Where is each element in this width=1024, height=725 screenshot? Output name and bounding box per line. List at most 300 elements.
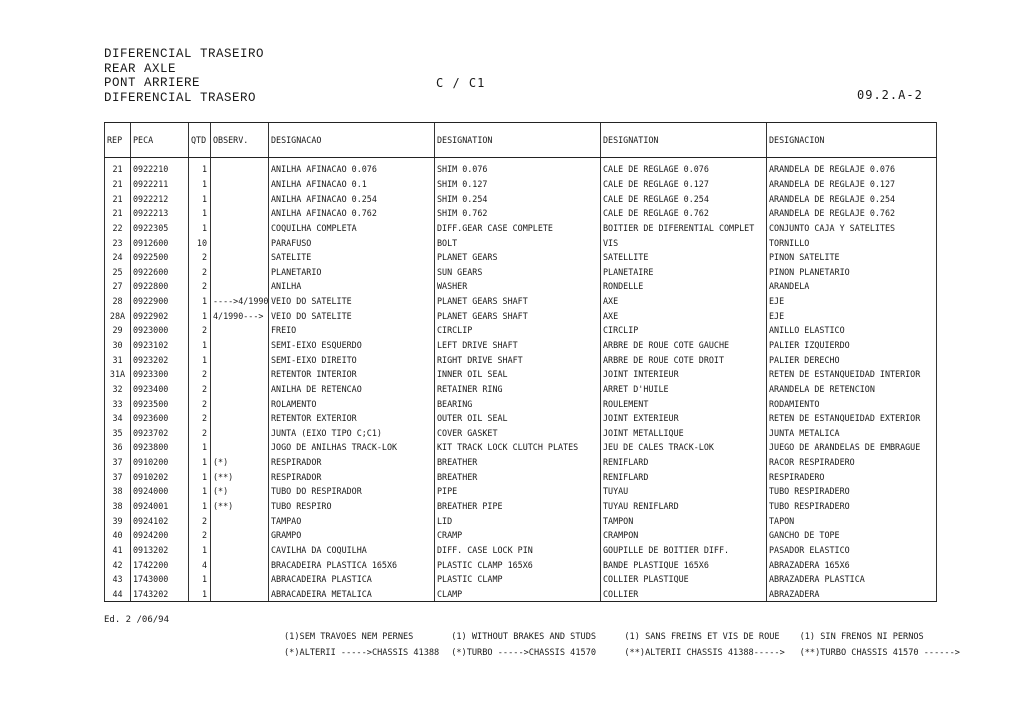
designation-es-cell: ABRAZADERA [767,587,937,602]
quantity-cell: 2 [189,323,211,338]
designation-pt-cell: ABRACADEIRA METALICA [269,587,435,602]
quantity-cell: 1 [189,455,211,470]
quantity-cell: 2 [189,411,211,426]
designation-fr-cell: PLANETAIRE [601,264,767,279]
table-row [105,308,937,323]
designation-es-cell: ABRAZADERA PLASTICA [767,572,937,587]
designation-es-cell: ARANDELA DE RETENCION [767,382,937,397]
quantity-cell: 10 [189,235,211,250]
table-row [105,279,937,294]
designation-fr-cell: CRAMPON [601,528,767,543]
designation-es-cell: ARANDELA DE REGLAJE 0.762 [767,206,937,221]
designation-pt-cell: BRACADEIRA PLASTICA 165X6 [269,557,435,572]
designation-pt-cell: SATELITE [269,250,435,265]
title-portuguese: DIFERENCIAL TRASEIRO [104,47,265,61]
designation-fr-cell: AXE [601,308,767,323]
quantity-cell: 1 [189,352,211,367]
designation-fr-cell: SATELLITE [601,250,767,265]
designation-es-cell: CONJUNTO CAJA Y SATELITES [767,221,937,236]
designation-fr-cell: JOINT METALLIQUE [601,426,767,441]
table-row [105,469,937,484]
designation-es-cell: PALIER IZQUIERDO [767,338,937,353]
part-number-cell: 0922210 [131,158,189,177]
designation-pt-cell: ANILHA AFINACAO 0.762 [269,206,435,221]
designation-pt-cell: TAMPAO [269,513,435,528]
footnotes [284,629,960,661]
quantity-cell: 2 [189,528,211,543]
col-header-designation-fr: DESIGNATION [601,123,767,158]
table-header-row [105,123,937,158]
designation-fr-cell: BOITIER DE DIFERENTIAL COMPLET [601,221,767,236]
designation-en-cell: SHIM 0.254 [435,191,601,206]
designation-en-cell: PLANET GEARS SHAFT [435,308,601,323]
rep-cell: 21 [105,191,131,206]
observation-cell [211,221,269,236]
table-row [105,177,937,192]
table-row [105,572,937,587]
quantity-cell: 1 [189,308,211,323]
table-row [105,587,937,602]
designation-fr-cell: CALE DE REGLAGE 0.127 [601,177,767,192]
rep-cell: 31 [105,352,131,367]
designation-en-cell: BREATHER [435,455,601,470]
designation-pt-cell: ANILHA AFINACAO 0.254 [269,191,435,206]
rep-cell: 35 [105,426,131,441]
chassis-note-3: (**)ALTERII CHASSIS 41388-----> [624,648,785,658]
rep-cell: 25 [105,264,131,279]
designation-en-cell: WASHER [435,279,601,294]
designation-pt-cell: RETENTOR INTERIOR [269,367,435,382]
designation-es-cell: PINON PLANETARIO [767,264,937,279]
designation-fr-cell: GOUPILLE DE BOITIER DIFF. [601,543,767,558]
designation-en-cell: DIFF. CASE LOCK PIN [435,543,601,558]
observation-cell [211,396,269,411]
designation-es-cell: PASADOR ELASTICO [767,543,937,558]
title-block [104,47,264,105]
observation-cell [211,543,269,558]
table-row [105,264,937,279]
designation-en-cell: SHIM 0.076 [435,158,601,177]
quantity-cell: 1 [189,469,211,484]
designation-es-cell: EJE [767,308,937,323]
quantity-cell: 1 [189,484,211,499]
table-row [105,440,937,455]
observation-cell [211,235,269,250]
designation-en-cell: RETAINER RING [435,382,601,397]
rep-cell: 21 [105,158,131,177]
rep-cell: 38 [105,484,131,499]
table-row [105,455,937,470]
rep-cell: 43 [105,572,131,587]
table-row [105,426,937,441]
rep-cell: 37 [105,455,131,470]
designation-pt-cell: ANILHA DE RETENCAO [269,382,435,397]
designation-es-cell: TAPON [767,513,937,528]
designation-es-cell: ABRAZADERA 165X6 [767,557,937,572]
observation-cell [211,411,269,426]
designation-es-cell: JUNTA METALICA [767,426,937,441]
designation-en-cell: INNER OIL SEAL [435,367,601,382]
designation-fr-cell: JOINT EXTERIEUR [601,411,767,426]
quantity-cell: 1 [189,499,211,514]
part-number-cell: 1743000 [131,572,189,587]
designation-en-cell: COVER GASKET [435,426,601,441]
designation-fr-cell: RONDELLE [601,279,767,294]
table-row [105,352,937,367]
designation-fr-cell: ARRET D'HUILE [601,382,767,397]
col-header-designacao: DESIGNACAO [269,123,435,158]
part-number-cell: 1742200 [131,557,189,572]
observation-cell: (**) [211,469,269,484]
table-row [105,513,937,528]
designation-en-cell: PLANET GEARS SHAFT [435,294,601,309]
table-row [105,396,937,411]
designation-pt-cell: RESPIRADOR [269,455,435,470]
chassis-note-2: (*)TURBO ----->CHASSIS 41570 [451,648,597,658]
quantity-cell: 4 [189,557,211,572]
designation-en-cell: LID [435,513,601,528]
observation-cell [211,587,269,602]
designation-en-cell: KIT TRACK LOCK CLUTCH PLATES [435,440,601,455]
quantity-cell: 1 [189,572,211,587]
rep-cell: 44 [105,587,131,602]
part-number-cell: 0923702 [131,426,189,441]
part-number-cell: 0922600 [131,264,189,279]
designation-fr-cell: ARBRE DE ROUE COTE DROIT [601,352,767,367]
part-number-cell: 0912600 [131,235,189,250]
designation-fr-cell: ARBRE DE ROUE COTE GAUCHE [601,338,767,353]
designation-es-cell: PALIER DERECHO [767,352,937,367]
designation-pt-cell: JUNTA (EIXO TIPO C;C1) [269,426,435,441]
designation-pt-cell: ANILHA AFINACAO 0.076 [269,158,435,177]
designation-fr-cell: BANDE PLASTIQUE 165X6 [601,557,767,572]
part-number-cell: 0922902 [131,308,189,323]
designation-pt-cell: RETENTOR EXTERIOR [269,411,435,426]
designation-fr-cell: CALE DE REGLAGE 0.076 [601,158,767,177]
designation-pt-cell: COQUILHA COMPLETA [269,221,435,236]
observation-cell [211,158,269,177]
edition-date: Ed. 2 /06/94 [104,615,170,625]
footnote-fr: (1) SANS FREINS ET VIS DE ROUE [624,632,780,642]
designation-es-cell: ARANDELA DE REGLAJE 0.254 [767,191,937,206]
designation-fr-cell: JEU DE CALES TRACK-LOK [601,440,767,455]
designation-en-cell: BREATHER [435,469,601,484]
observation-cell [211,557,269,572]
part-number-cell: 0924001 [131,499,189,514]
designation-en-cell: BOLT [435,235,601,250]
designation-fr-cell: CIRCLIP [601,323,767,338]
quantity-cell: 1 [189,206,211,221]
quantity-cell: 2 [189,426,211,441]
table-row [105,338,937,353]
quantity-cell: 1 [189,158,211,177]
part-number-cell: 0913202 [131,543,189,558]
part-number-cell: 0923800 [131,440,189,455]
designation-pt-cell: CAVILHA DA COQUILHA [269,543,435,558]
observation-cell [211,382,269,397]
quantity-cell: 1 [189,543,211,558]
quantity-cell: 2 [189,396,211,411]
part-number-cell: 0922800 [131,279,189,294]
part-number-cell: 0922900 [131,294,189,309]
designation-fr-cell: JOINT INTERIEUR [601,367,767,382]
designation-pt-cell: ROLAMENTO [269,396,435,411]
parts-table [104,122,937,602]
table-row [105,484,937,499]
observation-cell [211,513,269,528]
part-number-cell: 0923202 [131,352,189,367]
table-row [105,323,937,338]
rep-cell: 38 [105,499,131,514]
col-header-designacion: DESIGNACION [767,123,937,158]
footnote-pt: (1)SEM TRAVOES NEM PERNES [284,632,414,642]
designation-pt-cell: ANILHA AFINACAO 0.1 [269,177,435,192]
designation-es-cell: ARANDELA [767,279,937,294]
designation-fr-cell: RENIFLARD [601,455,767,470]
designation-en-cell: DIFF.GEAR CASE COMPLETE [435,221,601,236]
designation-en-cell: CIRCLIP [435,323,601,338]
col-header-rep: REP [105,123,131,158]
designation-fr-cell: TAMPON [601,513,767,528]
observation-cell [211,206,269,221]
table-row [105,367,937,382]
table-body [105,158,937,602]
part-number-cell: 0910202 [131,469,189,484]
rep-cell: 21 [105,177,131,192]
designation-en-cell: CRAMP [435,528,601,543]
footnote-en: (1) WITHOUT BRAKES AND STUDS [451,632,597,642]
designation-en-cell: PLASTIC CLAMP 165X6 [435,557,601,572]
part-number-cell: 0922305 [131,221,189,236]
designation-fr-cell: TUYAU [601,484,767,499]
quantity-cell: 2 [189,513,211,528]
designation-fr-cell: RENIFLARD [601,469,767,484]
designation-es-cell: ARANDELA DE REGLAJE 0.127 [767,177,937,192]
designation-fr-cell: VIS [601,235,767,250]
rep-cell: 41 [105,543,131,558]
observation-cell [211,528,269,543]
rep-cell: 27 [105,279,131,294]
observation-cell [211,440,269,455]
observation-cell [211,264,269,279]
observation-cell [211,338,269,353]
designation-pt-cell: PLANETARIO [269,264,435,279]
page-reference: 09.2.A-2 [857,88,923,102]
part-number-cell: 0923600 [131,411,189,426]
quantity-cell: 1 [189,294,211,309]
footnote-line-1 [284,629,960,645]
rep-cell: 29 [105,323,131,338]
title-english: REAR AXLE [104,61,177,76]
part-number-cell: 0922213 [131,206,189,221]
col-header-observ: OBSERV. [211,123,269,158]
rep-cell: 28 [105,294,131,309]
designation-es-cell: TUBO RESPIRADERO [767,484,937,499]
designation-pt-cell: SEMI-EIXO DIREITO [269,352,435,367]
designation-fr-cell: TUYAU RENIFLARD [601,499,767,514]
designation-pt-cell: SEMI-EIXO ESQUERDO [269,338,435,353]
designation-es-cell: JUEGO DE ARANDELAS DE EMBRAGUE [767,440,937,455]
designation-pt-cell: FREIO [269,323,435,338]
rep-cell: 39 [105,513,131,528]
designation-fr-cell: CALE DE REGLAGE 0.254 [601,191,767,206]
observation-cell: (*) [211,455,269,470]
part-number-cell: 0924102 [131,513,189,528]
quantity-cell: 1 [189,221,211,236]
observation-cell [211,426,269,441]
quantity-cell: 2 [189,250,211,265]
rep-cell: 21 [105,206,131,221]
chassis-note-4: (**)TURBO CHASSIS 41570 ------> [799,648,960,658]
designation-en-cell: BREATHER PIPE [435,499,601,514]
designation-es-cell: RETEN DE ESTANQUEIDAD EXTERIOR [767,411,937,426]
part-number-cell: 0923400 [131,382,189,397]
designation-fr-cell: ROULEMENT [601,396,767,411]
part-number-cell: 0924200 [131,528,189,543]
designation-en-cell: BEARING [435,396,601,411]
observation-cell [211,177,269,192]
rep-cell: 28A [105,308,131,323]
designation-en-cell: SUN GEARS [435,264,601,279]
rep-cell: 22 [105,221,131,236]
model-code: C / C1 [436,76,486,90]
designation-es-cell: PINON SATELITE [767,250,937,265]
observation-cell [211,191,269,206]
quantity-cell: 1 [189,191,211,206]
quantity-cell: 1 [189,338,211,353]
quantity-cell: 2 [189,264,211,279]
designation-en-cell: SHIM 0.127 [435,177,601,192]
designation-en-cell: SHIM 0.762 [435,206,601,221]
designation-en-cell: OUTER OIL SEAL [435,411,601,426]
designation-es-cell: ANILLO ELASTICO [767,323,937,338]
designation-pt-cell: TUBO RESPIRO [269,499,435,514]
quantity-cell: 1 [189,177,211,192]
table-row [105,528,937,543]
part-number-cell: 0910200 [131,455,189,470]
part-number-cell: 0923102 [131,338,189,353]
observation-cell [211,279,269,294]
designation-pt-cell: VEIO DO SATELITE [269,308,435,323]
designation-es-cell: RACOR RESPIRADERO [767,455,937,470]
observation-cell [211,250,269,265]
observation-cell [211,323,269,338]
designation-es-cell: TORNILLO [767,235,937,250]
table-row [105,499,937,514]
designation-pt-cell: GRAMPO [269,528,435,543]
col-header-qtd: QTD [189,123,211,158]
col-header-designation-en: DESIGNATION [435,123,601,158]
designation-pt-cell: PARAFUSO [269,235,435,250]
col-header-peca: PECA [131,123,189,158]
observation-cell [211,367,269,382]
table-row [105,206,937,221]
rep-cell: 24 [105,250,131,265]
rep-cell: 42 [105,557,131,572]
table-row [105,411,937,426]
title-french: PONT ARRIERE [104,76,201,90]
designation-en-cell: PLASTIC CLAMP [435,572,601,587]
rep-cell: 37 [105,469,131,484]
part-number-cell: 0924000 [131,484,189,499]
table-row [105,294,937,309]
table-row [105,191,937,206]
rep-cell: 30 [105,338,131,353]
quantity-cell: 2 [189,382,211,397]
footnote-line-2 [284,645,960,661]
designation-en-cell: LEFT DRIVE SHAFT [435,338,601,353]
rep-cell: 31A [105,367,131,382]
observation-cell: ---->4/1990 [211,294,269,309]
designation-es-cell: RESPIRADERO [767,469,937,484]
part-number-cell: 0922212 [131,191,189,206]
designation-pt-cell: JOGO DE ANILHAS TRACK-LOK [269,440,435,455]
observation-cell [211,572,269,587]
table-row [105,557,937,572]
rep-cell: 36 [105,440,131,455]
designation-fr-cell: COLLIER PLASTIQUE [601,572,767,587]
chassis-note-1: (*)ALTERII ----->CHASSIS 41388 [284,648,440,658]
designation-es-cell: TUBO RESPIRADERO [767,499,937,514]
observation-cell: (**) [211,499,269,514]
quantity-cell: 1 [189,587,211,602]
quantity-cell: 2 [189,367,211,382]
table-row [105,158,937,177]
table-row [105,235,937,250]
table-row [105,382,937,397]
quantity-cell: 2 [189,279,211,294]
title-spanish: DIFERENCIAL TRASERO [104,90,257,105]
part-number-cell: 0923300 [131,367,189,382]
designation-en-cell: PIPE [435,484,601,499]
rep-cell: 34 [105,411,131,426]
footnote-es: (1) SIN FRENOS NI PERNOS [799,632,924,642]
observation-cell: (*) [211,484,269,499]
part-number-cell: 0922500 [131,250,189,265]
designation-es-cell: ARANDELA DE REGLAJE 0.076 [767,158,937,177]
part-number-cell: 0922211 [131,177,189,192]
table-row [105,250,937,265]
designation-pt-cell: ANILHA [269,279,435,294]
designation-fr-cell: AXE [601,294,767,309]
designation-pt-cell: RESPIRADOR [269,469,435,484]
observation-cell [211,352,269,367]
part-number-cell: 0923500 [131,396,189,411]
observation-cell: 4/1990---> [211,308,269,323]
rep-cell: 23 [105,235,131,250]
designation-es-cell: EJE [767,294,937,309]
designation-es-cell: GANCHO DE TOPE [767,528,937,543]
designation-pt-cell: ABRACADEIRA PLASTICA [269,572,435,587]
quantity-cell: 1 [189,440,211,455]
rep-cell: 33 [105,396,131,411]
designation-en-cell: CLAMP [435,587,601,602]
designation-pt-cell: TUBO DO RESPIRADOR [269,484,435,499]
part-number-cell: 1743202 [131,587,189,602]
designation-pt-cell: VEIO DO SATELITE [269,294,435,309]
designation-en-cell: RIGHT DRIVE SHAFT [435,352,601,367]
designation-en-cell: PLANET GEARS [435,250,601,265]
designation-fr-cell: COLLIER [601,587,767,602]
rep-cell: 32 [105,382,131,397]
rep-cell: 40 [105,528,131,543]
table-row [105,543,937,558]
table-row [105,221,937,236]
designation-es-cell: RETEN DE ESTANQUEIDAD INTERIOR [767,367,937,382]
part-number-cell: 0923000 [131,323,189,338]
designation-fr-cell: CALE DE REGLAGE 0.762 [601,206,767,221]
designation-es-cell: RODAMIENTO [767,396,937,411]
